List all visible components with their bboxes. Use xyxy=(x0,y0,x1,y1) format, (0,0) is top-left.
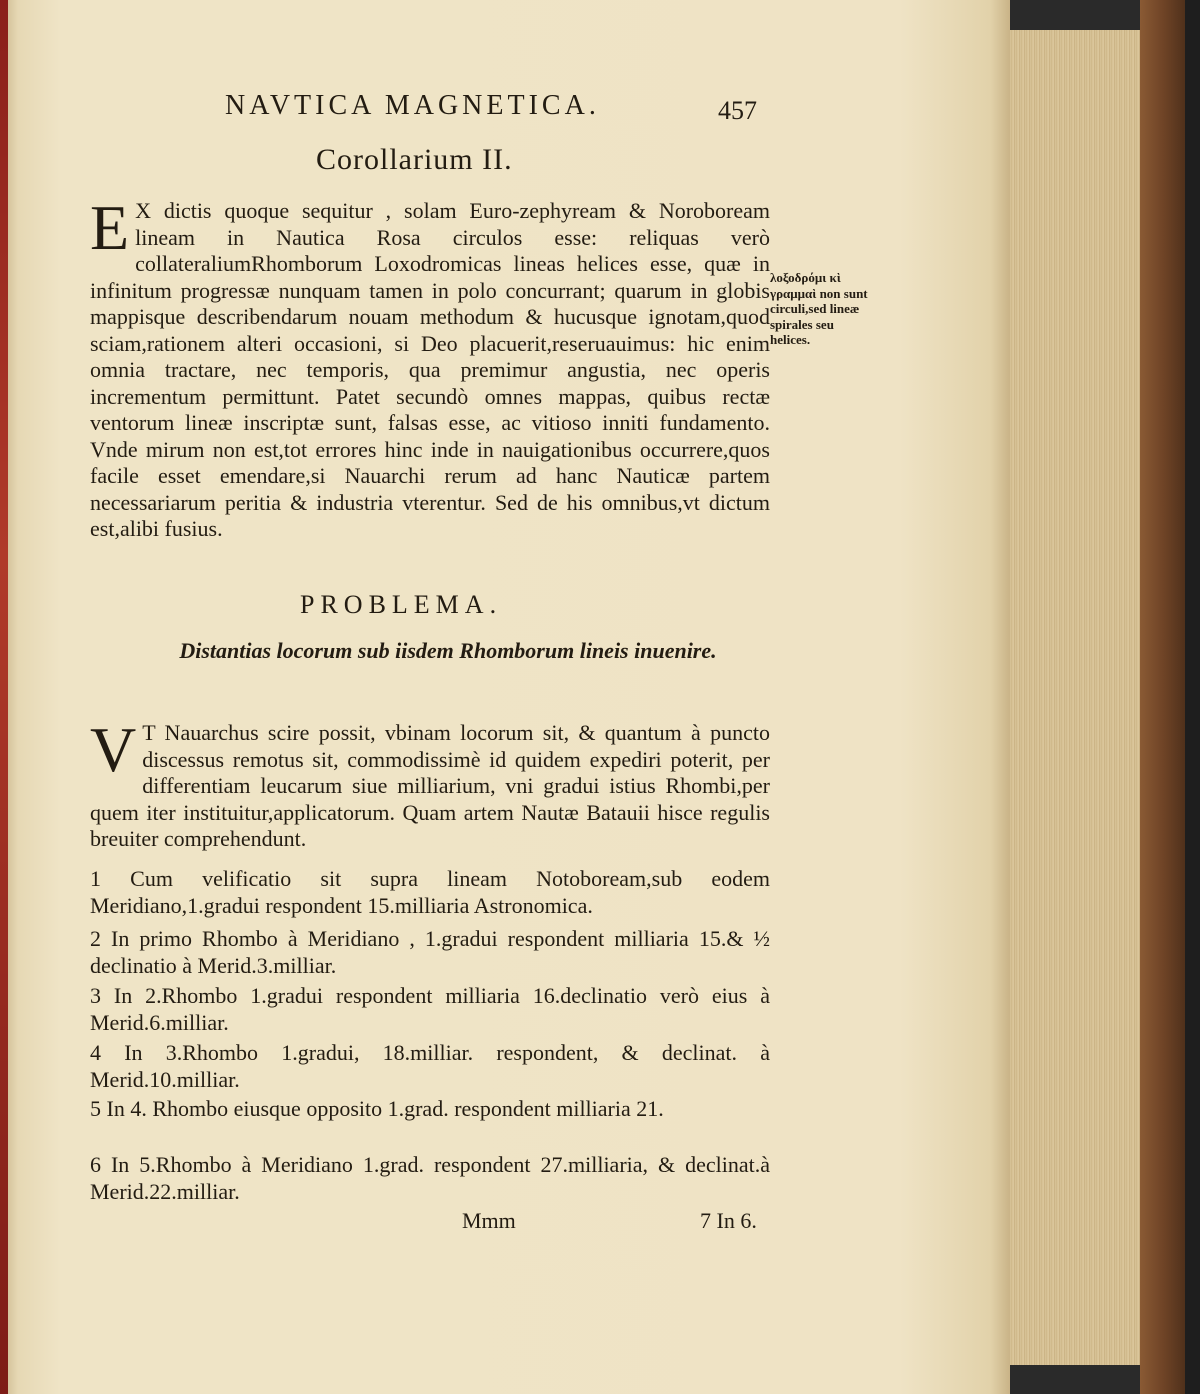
rule-3: 3 In 2.Rhombo 1.gradui respondent milliaria 16.declinatio verò eius à Merid.6.milliar. xyxy=(90,983,770,1035)
signature-mark: Mmm xyxy=(462,1208,516,1233)
rule-4: 4 In 3.Rhombo 1.gradui, 18.milliar. respondent, & declinat. à Merid.10.milliar. xyxy=(90,1040,770,1092)
paragraph-1 xyxy=(90,192,770,543)
rule-5: 5 In 4. Rhombo eiusque opposito 1.grad. respondent milliaria 21. xyxy=(90,1096,664,1121)
page-number: 457 xyxy=(718,96,757,125)
paragraph-2-text: T Nauarchus scire possit, vbinam locorum sit, & quantum à puncto discessus remotus sit, commodissimè id quidem expediri poterit, per differentiam leucarum siue milliarium, vni gradui istius Rhombi,per quem iter instituitur,applicatorum. Quam artem Nautæ Batauii hisce regulis breuiter comprehendunt. xyxy=(90,720,770,851)
paragraph-1-text: X dictis quoque sequitur , solam Euro-zephyream & Noroboream lineam in Nautica Rosa circulos esse: reliquas verò collateraliumRhomborum Loxodromicas lineas helices esse, quæ in infinitum progressæ nunquam tamen in polo concurrant; quarum in globis mappisque describendarum nouam methodum & hucusque ignotam,quod sciam,rationem alteri occasioni, si Deo placuerit,reseruauimus: hic enim omnia tractare, nec temporis, qua premimur angustia, nec operis incrementum permittunt. Patet secundò omnes mappas, quibus rectæ ventorum lineæ inscriptæ sunt, falsas esse, ac vitioso inniti fundamento. Vnde mirum non est,tot errores hinc inde in nauigationibus occurrere,quos facile esset emendare,si Nauarchi rerum ad hanc Nauticæ partem necessariarum peritia & industria vterentur. Sed de his omnibus,vt dictum est,alibi fusius. xyxy=(90,198,770,541)
problema-subtitle: Distantias locorum sub iisdem Rhomborum lineis inuenire. xyxy=(179,638,717,663)
dropcap-e: E xyxy=(90,192,130,263)
problema-title: PROBLEMA. xyxy=(300,590,503,619)
section-title: Corollarium II. xyxy=(316,143,513,176)
paragraph-2 xyxy=(90,714,770,853)
page-edges xyxy=(1010,30,1150,1365)
rule-1: 1 Cum velificatio sit supra lineam Notoboream,sub eodem Meridiano,1.gradui respondent 15.milliaria Astronomica. xyxy=(90,866,770,918)
background-edge xyxy=(1185,0,1200,1394)
rule-2: 2 In primo Rhombo à Meridiano , 1.gradui respondent milliaria 15.& ½ declinatio à Merid.3.milliar. xyxy=(90,926,770,978)
catchword: 7 In 6. xyxy=(700,1208,757,1233)
rule-6: 6 In 5.Rhombo à Meridiano 1.grad. respondent 27.milliaria, & declinat.à Merid.22.milliar. xyxy=(90,1152,770,1204)
running-title: NAVTICA MAGNETICA. xyxy=(225,90,600,121)
dropcap-v: V xyxy=(90,714,137,785)
binding-edge xyxy=(0,0,8,1394)
margin-note: λοξοδρόμι κὶ γραμμαὶ non sunt circuli,sed lineæ spirales seu helices. xyxy=(770,270,868,347)
